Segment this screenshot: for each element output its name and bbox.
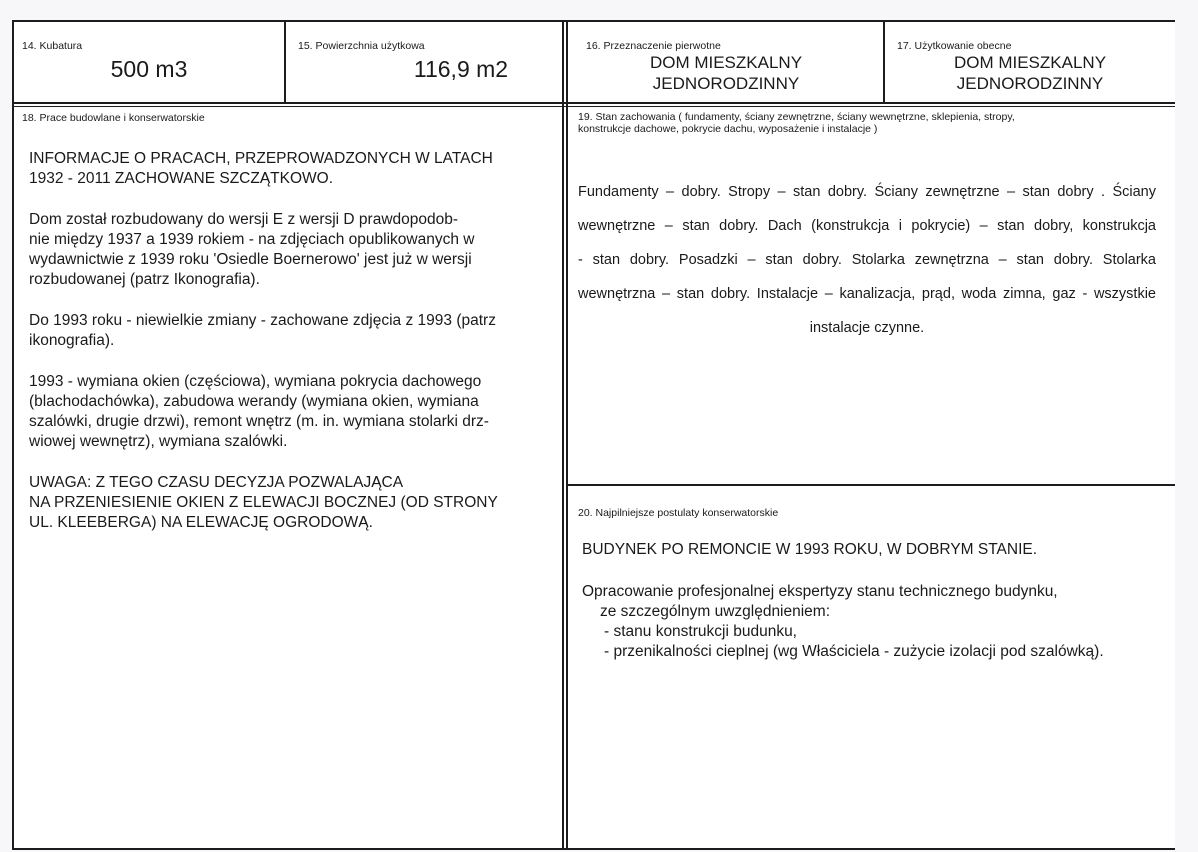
f14-label: 14. Kubatura <box>22 40 83 52</box>
bottom-border <box>12 848 1175 850</box>
divider-16-17 <box>883 20 885 104</box>
f17-value-line1: DOM MIESZKALNY <box>953 53 1107 72</box>
f17-value-line2: JEDNORODZINNY <box>956 74 1104 93</box>
header-row-rule <box>12 102 1175 104</box>
f20-label: 20. Najpilniejsze postulaty konserwatorskie <box>578 507 779 519</box>
f19-label <box>578 111 1015 135</box>
f18-p3-line: Do 1993 roku - niewielkie zmiany - zachowane zdjęcia z 1993 (patrz <box>29 312 496 329</box>
section-19-20-rule <box>566 484 1175 486</box>
f17-value <box>886 52 1174 94</box>
form-sheet <box>12 20 1175 850</box>
f16-label: 16. Przeznaczenie pierwotne <box>586 40 721 52</box>
f18-p5-line: UL. KLEEBERGA) NA ELEWACJĘ OGRODOWĄ. <box>29 514 373 531</box>
f18-p2-line: rozbudowanej (patrz Ikonografia). <box>29 271 260 288</box>
f18-paragraph-4 <box>29 372 549 452</box>
f18-paragraph-5 <box>29 473 549 533</box>
f16-value <box>570 52 882 94</box>
f18-p3-line: ikonografia). <box>29 332 115 349</box>
f18-p2-line: wydawnictwie z 1939 roku 'Osiedle Boernerowo' jest już w wersji <box>29 251 472 268</box>
f18-body <box>29 149 549 554</box>
f15-value: 116,9 m2 <box>413 56 509 82</box>
f18-p1-line: 1932 - 2011 ZACHOWANE SZCZĄTKOWO. <box>29 170 334 187</box>
f20-line: ze szczególnym uwzględnieniem: <box>600 603 831 620</box>
f18-p4-line: 1993 - wymiana okien (częściowa), wymiana pokrycia dachowego <box>29 373 482 390</box>
f18-p5-line: UWAGA: Z TEGO CZASU DECYZJA POZWALAJĄCA <box>29 474 404 491</box>
f19-label-line2: konstrukcje dachowe, pokrycie dachu, wyposażenie i instalacje ) <box>578 123 878 135</box>
left-border <box>12 20 14 850</box>
f20-line: - przenikalności cieplnej (wg Właściciela - zużycie izolacji pod szalówką). <box>604 643 1104 660</box>
f18-p5-line: NA PRZENIESIENIE OKIEN Z ELEWACJI BOCZNEJ (OD STRONY <box>29 494 498 511</box>
f16-value-line1: DOM MIESZKALNY <box>649 53 803 72</box>
f19-line: wewnętrzna – stan dobry. Instalacje – kanalizacja, prąd, woda zimna, gaz - wszystkie <box>578 286 1156 302</box>
f18-paragraph-3 <box>29 311 549 351</box>
f19-label-line1: 19. Stan zachowania ( fundamenty, ściany zewnętrzne, ściany wewnętrzne, sklepienia, stropy, <box>578 111 1015 123</box>
f20-headline: BUDYNEK PO REMONCIE W 1993 ROKU, W DOBRYM STANIE. <box>582 541 1038 558</box>
f20-line: Opracowanie profesjonalnej ekspertyzy stanu technicznego budynku, <box>582 583 1058 600</box>
f18-p4-line: (blachodachówka), zabudowa werandy (wymiana okien, wymiana <box>29 393 479 410</box>
header-row-rule-2 <box>12 106 1175 107</box>
f17-label: 17. Użytkowanie obecne <box>897 40 1012 52</box>
f18-paragraph-2 <box>29 210 549 290</box>
f18-p1-line: INFORMACJE O PRACACH, PRZEPROWADZONYCH W LATACH <box>29 150 493 167</box>
f19-line: wewnętrzne – stan dobry. Dach (konstrukcja i pokrycie) – stan dobry, konstrukcja <box>578 218 1156 234</box>
f18-p2-line: nie między 1937 a 1939 rokiem - na zdjęciach opublikowanych w <box>29 231 475 248</box>
f18-p2-line: Dom został rozbudowany do wersji E z wersji D prawdopodob- <box>29 211 459 228</box>
f18-paragraph-1 <box>29 149 549 189</box>
center-divider-b <box>566 20 568 850</box>
f20-line: - stanu konstrukcji budunku, <box>604 623 797 640</box>
f16-value-line2: JEDNORODZINNY <box>652 74 800 93</box>
f18-label: 18. Prace budowlane i konserwatorskie <box>22 112 205 124</box>
f15-label: 15. Powierzchnia użytkowa <box>298 40 425 52</box>
f18-p4-line: wiowej wewnętrz), wymiana szalówki. <box>29 433 288 450</box>
divider-14-15 <box>284 20 286 104</box>
top-border <box>12 20 1175 22</box>
f20-body <box>582 582 1172 662</box>
f14-value: 500 m3 <box>110 56 188 82</box>
f19-line: - stan dobry. Posadzki – stan dobry. Stolarka zewnętrzna – stan dobry. Stolarka <box>578 252 1156 268</box>
center-divider-a <box>562 20 564 850</box>
f19-line-last: instalacje czynne. <box>809 320 925 336</box>
f19-line: Fundamenty – dobry. Stropy – stan dobry. Ściany zewnętrzne – stan dobry . Ściany <box>578 184 1156 200</box>
f18-p4-line: szalówki, drugie drzwi), remont wnętrz (m. in. wymiana stolarki drz- <box>29 413 489 430</box>
f19-body <box>578 175 1156 345</box>
